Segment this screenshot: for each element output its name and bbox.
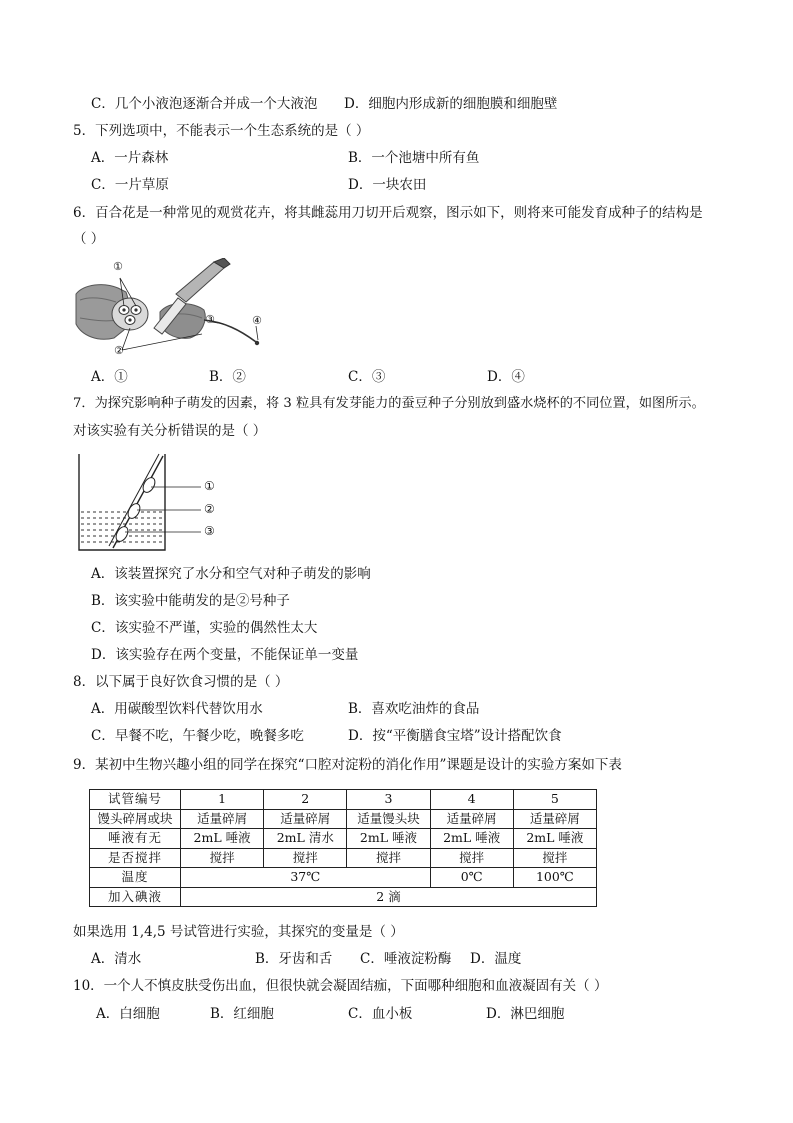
q7-option-c: C．该实验不严谨，实验的偶然性太大 — [91, 620, 318, 636]
q6-option-d: D．④ — [487, 369, 525, 385]
q6-option-c: C．③ — [348, 369, 386, 385]
q7-beaker-figure — [77, 452, 227, 554]
table-cell: 唾液有无 — [90, 829, 181, 849]
q5-option-d: D．一块农田 — [348, 177, 427, 193]
q8-option-d: D．按“平衡膳食宝塔”设计搭配饮食 — [348, 728, 562, 744]
q7-option-d: D．该实验存在两个变量，不能保证单一变量 — [91, 647, 359, 663]
table-cell: 适量碎屑 — [181, 809, 264, 829]
table-cell: 2 滴 — [181, 887, 597, 907]
table-cell: 2 — [264, 790, 347, 810]
q5-option-a: A．一片森林 — [91, 150, 169, 166]
q8-stem: 8．以下属于良好饮食习惯的是（ ） — [73, 674, 289, 690]
q5-option-b: B．一个池塘中所有鱼 — [348, 150, 480, 166]
table-cell: 搅拌 — [430, 848, 513, 868]
table-cell: 4 — [430, 790, 513, 810]
table-cell: 37℃ — [181, 868, 431, 888]
table-cell: 搅拌 — [181, 848, 264, 868]
q7-fig-label-2: ② — [204, 502, 215, 516]
table-cell: 2mL 唾液 — [181, 829, 264, 849]
table-cell: 搅拌 — [347, 848, 430, 868]
table-cell: 2mL 清水 — [264, 829, 347, 849]
table-cell: 适量碎屑 — [430, 809, 513, 829]
table-cell: 试管编号 — [90, 790, 181, 810]
q9-option-d: D．温度 — [470, 951, 522, 967]
q8-option-c: C．早餐不吃，午餐少吃，晚餐多吃 — [91, 728, 304, 744]
table-cell: 1 — [181, 790, 264, 810]
q6-fig-label-3: ③ — [205, 313, 215, 326]
q10-option-c: C．血小板 — [348, 1006, 413, 1022]
table-cell: 100℃ — [513, 868, 596, 888]
q10-option-a: A．白细胞 — [96, 1006, 160, 1022]
table-cell: 适量碎屑 — [264, 809, 347, 829]
q7-option-a: A．该装置探究了水分和空气对种子萌发的影响 — [91, 566, 371, 582]
q7-option-b: B．该实验中能萌发的是②号种子 — [91, 593, 290, 609]
q5-stem: 5．下列选项中，不能表示一个生态系统的是（ ） — [73, 123, 370, 139]
table-cell: 加入碘液 — [90, 887, 181, 907]
q6-stem: 6．百合花是一种常见的观赏花卉，将其雌蕊用刀切开后观察，图示如下，则将来可能发育成种子的结构是 — [73, 205, 703, 221]
table-cell: 2mL 唾液 — [347, 829, 430, 849]
q10-option-d: D．淋巴细胞 — [486, 1006, 565, 1022]
table-cell: 温度 — [90, 868, 181, 888]
table-cell: 适量碎屑 — [513, 809, 596, 829]
q6-fig-label-4: ④ — [252, 314, 262, 327]
q6-pistil-figure — [74, 258, 274, 362]
table-row — [90, 887, 597, 907]
q9-option-a: A．清水 — [91, 951, 142, 967]
q7-fig-label-1: ① — [204, 479, 215, 493]
q6-option-a: A．① — [91, 369, 128, 385]
q9-option-b: B．牙齿和舌 — [255, 951, 333, 967]
q7-fig-label-3: ③ — [204, 524, 215, 538]
table-row — [90, 868, 597, 888]
q8-option-a: A．用碳酸型饮料代替饮用水 — [91, 701, 263, 717]
table-cell: 是否搅拌 — [90, 848, 181, 868]
q8-option-b: B．喜欢吃油炸的食品 — [348, 701, 480, 717]
table-cell: 0℃ — [430, 868, 513, 888]
table-cell: 3 — [347, 790, 430, 810]
q4-option-c: C．几个小液泡逐渐合并成一个大液泡 — [91, 96, 318, 112]
q7-stem: 7．为探究影响种子萌发的因素，将 3 粒具有发芽能力的蚕豆种子分别放到盛水烧杯的不同位置，如图所示。 — [73, 396, 705, 411]
q5-option-c: C．一片草原 — [91, 177, 169, 193]
q10-stem: 10．一个人不慎皮肤受伤出血，但很快就会凝固结痂，下面哪种细胞和血液凝固有关（ ） — [73, 978, 608, 994]
q6-fig-label-1: ① — [113, 260, 123, 273]
table-row — [90, 790, 597, 810]
table-cell: 2mL 唾液 — [430, 829, 513, 849]
q9-follow-question: 如果选用 1,4,5 号试管进行实验，其探究的变量是（ ） — [73, 924, 404, 940]
table-cell: 2mL 唾液 — [513, 829, 596, 849]
q6-option-b: B．② — [209, 369, 246, 385]
q9-option-c: C．唾液淀粉酶 — [360, 951, 452, 967]
q6-stem-cont: （ ） — [73, 231, 105, 247]
table-row — [90, 848, 597, 868]
table-row — [90, 829, 597, 849]
q9-stem: 9．某初中生物兴趣小组的同学在探究“口腔对淀粉的消化作用”课题是设计的实验方案如下表 — [73, 757, 622, 773]
table-cell: 搅拌 — [513, 848, 596, 868]
table-cell: 搅拌 — [264, 848, 347, 868]
q9-experiment-table — [89, 789, 597, 907]
q10-option-b: B．红细胞 — [210, 1006, 274, 1022]
q6-fig-label-2: ② — [114, 344, 124, 357]
q7-stem-cont: 对该实验有关分析错误的是（ ） — [73, 423, 267, 439]
table-row — [90, 809, 597, 829]
table-cell: 适量馒头块 — [347, 809, 430, 829]
q4-option-d: D．细胞内形成新的细胞膜和细胞壁 — [344, 96, 558, 112]
table-cell: 馒头碎屑或块 — [90, 809, 181, 829]
table-cell: 5 — [513, 790, 596, 810]
